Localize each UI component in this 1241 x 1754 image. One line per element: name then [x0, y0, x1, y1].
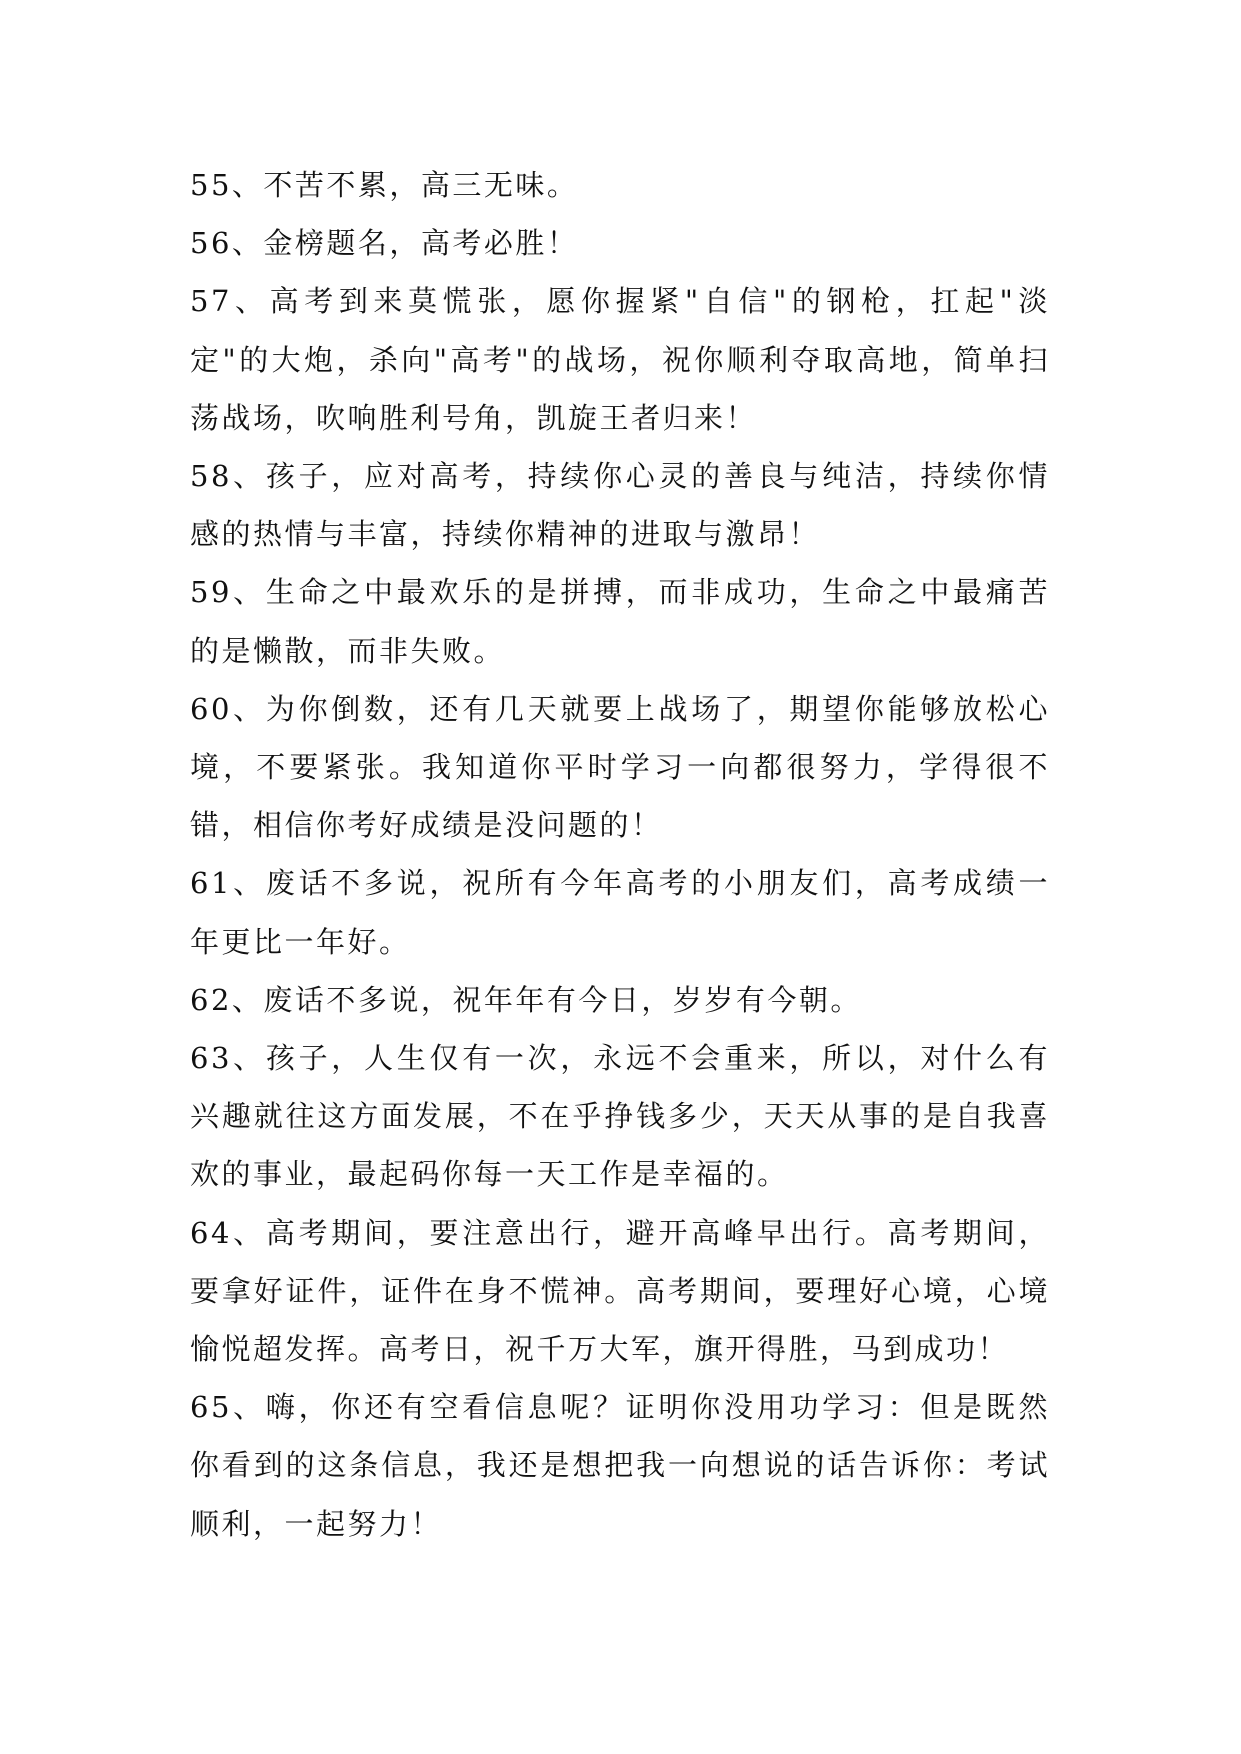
list-item-64: 64、高考期间，要注意出行，避开高峰早出行。高考期间，要拿好证件，证件在身不慌神。高考期间，要理好心境，心境愉悦超发挥。高考日，祝千万大军，旗开得胜，马到成功！ — [190, 1215, 1050, 1367]
list-item-65: 65、嗨，你还有空看信息呢？证明你没用功学习：但是既然你看到的这条信息，我还是想把我一向想说的话告诉你：考试顺利，一起努力！ — [190, 1390, 1050, 1541]
list-item-61: 61、废话不多说，祝所有今年高考的小朋友们，高考成绩一年更比一年好。 — [190, 866, 1050, 959]
document-body — [190, 156, 1050, 1553]
list-item-59: 59、生命之中最欢乐的是拼搏，而非成功，生命之中最痛苦的是懒散，而非失败。 — [190, 575, 1050, 668]
list-item-62: 62、废话不多说，祝年年有今日，岁岁有今朝。 — [190, 982, 862, 1017]
list-item-58: 58、孩子，应对高考，持续你心灵的善良与纯洁，持续你情感的热情与丰富，持续你精神的进取与激昂！ — [190, 459, 1050, 552]
list-item-56: 56、金榜题名，高考必胜！ — [190, 226, 579, 261]
list-item-57: 57、高考到来莫慌张，愿你握紧"自信"的钢枪，扛起"淡定"的大炮，杀向"高考"的战场，祝你顺利夺取高地，简单扫荡战场，吹响胜利号角，凯旋王者归来！ — [190, 284, 1050, 435]
list-item-63: 63、孩子，人生仅有一次，永远不会重来，所以，对什么有兴趣就往这方面发展，不在乎挣钱多少，天天从事的是自我喜欢的事业，最起码你每一天工作是幸福的。 — [190, 1041, 1050, 1192]
list-item-60: 60、为你倒数，还有几天就要上战场了，期望你能够放松心境，不要紧张。我知道你平时学习一向都很努力，学得很不错，相信你考好成绩是没问题的！ — [190, 691, 1050, 843]
list-item-55: 55、不苦不累，高三无味。 — [190, 168, 579, 202]
